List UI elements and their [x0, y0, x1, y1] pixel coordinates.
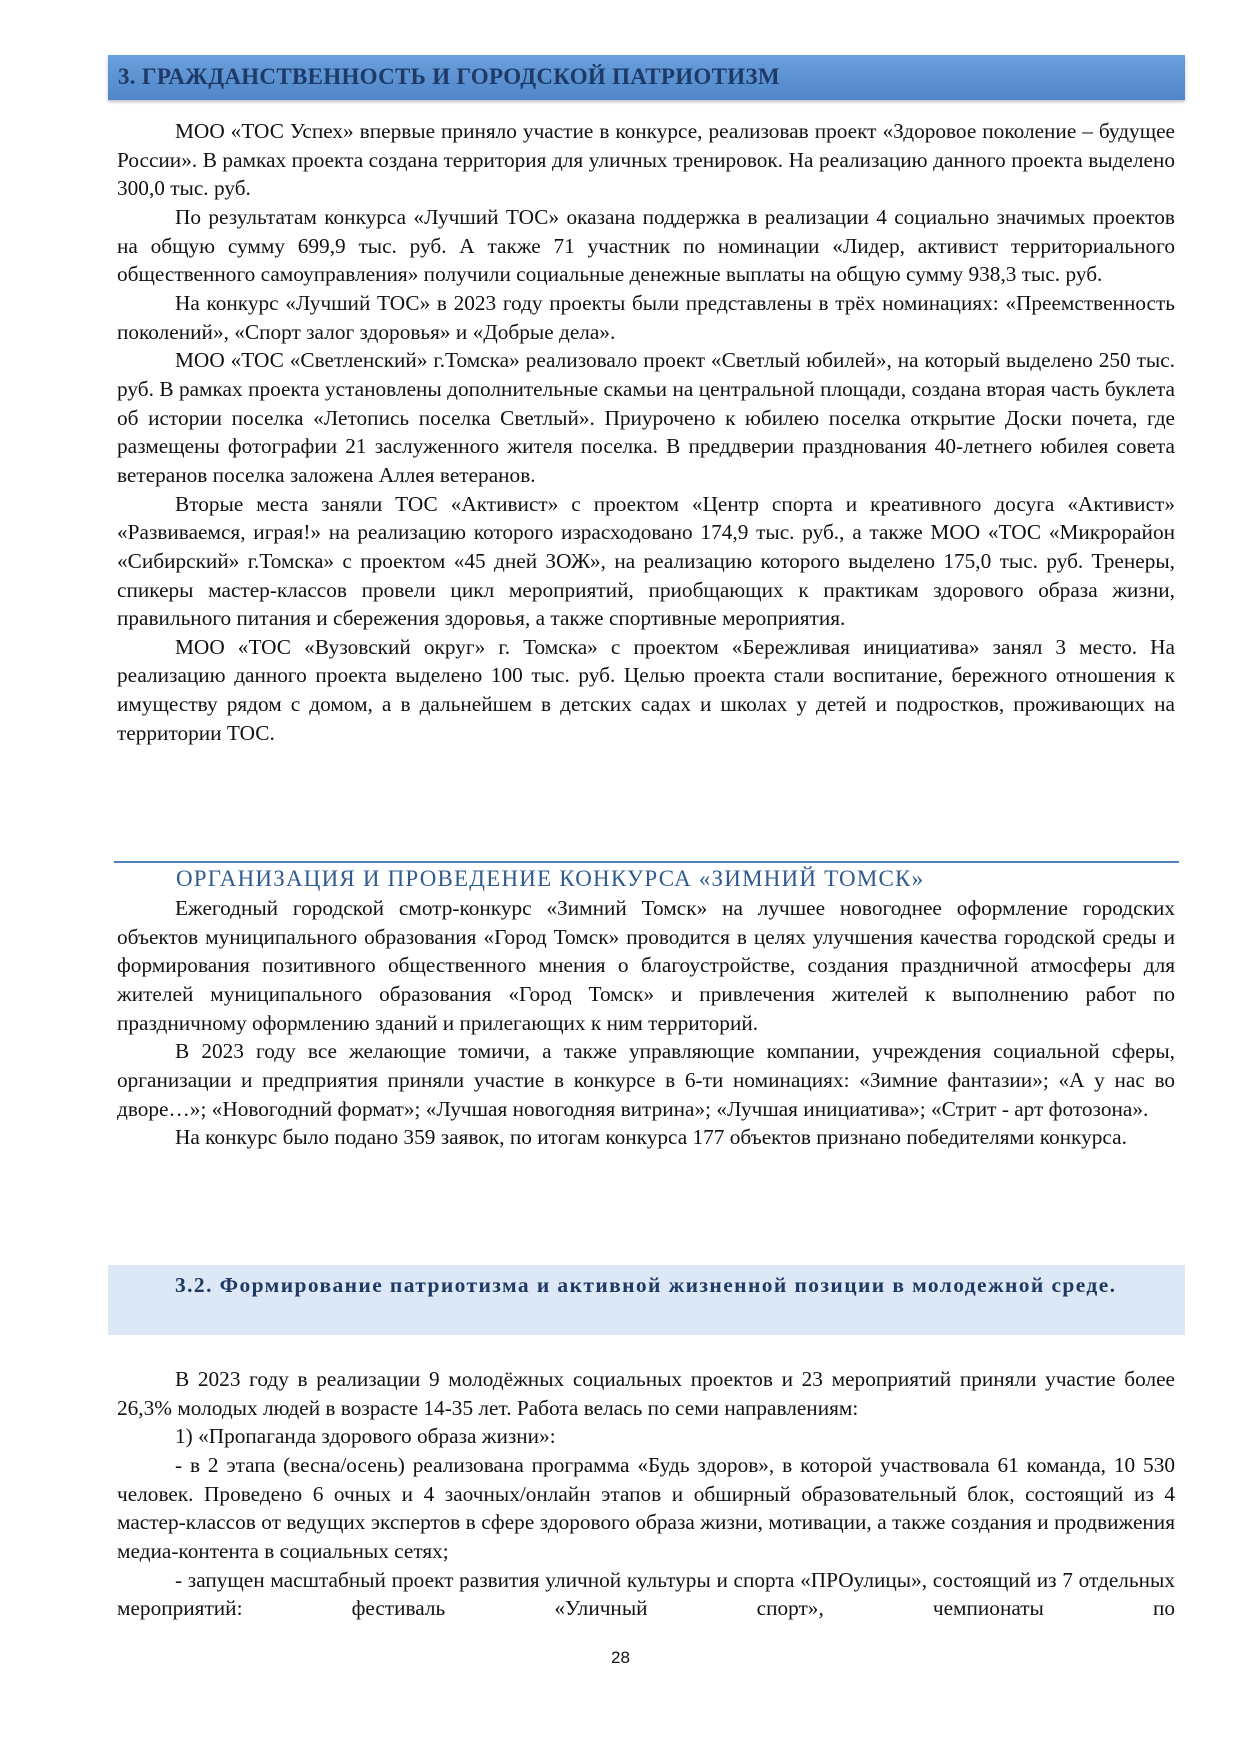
intro-text: [117, 117, 1175, 747]
paragraph: 1) «Пропаганда здорового образа жизни»:: [175, 1424, 556, 1449]
winter-text: [117, 894, 1175, 1152]
paragraph: По результатам конкурса «Лучший ТОС» оказана поддержка в реализации 4 социально значимых проектов на общую сумму 699,9 тыс. руб. А также 71 участник по номинации «Лидер, активист территориального общественного самоуправления» получили социальные денежные выплаты на общую сумму 938,3 тыс. руб.: [117, 204, 1175, 287]
paragraph: - запущен масштабный проект развития уличной культуры и спорта «ПРОулицы», состоящий из 7 отдельных мероприятий: фестиваль «Уличный спорт», чемпионаты по: [117, 1567, 1175, 1621]
paragraph: Ежегодный городской смотр-конкурс «Зимний Томск» на лучшее новогоднее оформление городских объектов муниципального образования «Город Томск» проводится в целях улучшения качества городской среды и формирования позитивного общественного мнения о благоустройстве, создания праздничной атмосферы для жителей муниципального образования «Город Томск» и привлечения жителей к выполнению работ по праздничному оформлению зданий и прилегающих к ним территорий.: [117, 896, 1175, 1035]
page-number: 28: [611, 1648, 630, 1667]
youth-text: [117, 1365, 1175, 1623]
divider: [114, 861, 1179, 863]
winter-heading: ОРГАНИЗАЦИЯ И ПРОВЕДЕНИЕ КОНКУРСА «ЗИМНИЙ ТОМСК»: [176, 866, 925, 891]
subsection-header-band: [108, 1265, 1185, 1335]
paragraph: Вторые места заняли ТОС «Активист» с проектом «Центр спорта и креативного досуга «Активист» «Развиваемся, играя!» на реализацию которого израсходовано 174,9 тыс. руб., а также МОО «ТОС «Микрорайон «Сибирский» г.Томска» с проектом «45 дней ЗОЖ», на реализацию которого выделено 175,0 тыс. руб. Тренеры, спикеры мастер-классов провели цикл мероприятий, приобщающих к практикам здорового образа жизни, правильного питания и сбережения здоровья, а также спортивные мероприятия.: [117, 491, 1175, 631]
paragraph: МОО «ТОС «Вузовский округ» г. Томска» с проектом «Бережливая инициатива» занял 3 место. На реализацию данного проекта выделено 100 тыс. руб. Целью проекта стали воспитание, бережного отношения к имуществу рядом с домом, а в дальнейшем в детских садах и школах у детей и подростков, проживающих на территории ТОС.: [117, 634, 1175, 745]
section-title: 3. ГРАЖДАНСТВЕННОСТЬ И ГОРОДСКОЙ ПАТРИОТИЗМ: [118, 64, 780, 89]
section-header-band: [108, 55, 1185, 100]
paragraph: В 2023 году все желающие томичи, а также управляющие компании, учреждения социальной сферы, организации и предприятия приняли участие в конкурсе в 6-ти номинациях: «Зимние фантазии»; «А у нас во дворе…»; «Новогодний формат»; «Лучшая новогодняя витрина»; «Лучшая инициатива»; «Стрит - арт фотозона».: [117, 1039, 1175, 1121]
paragraph: На конкурс «Лучший ТОС» в 2023 году проекты были представлены в трёх номинациях: «Преемственность поколений», «Спорт залог здоровья» и «Добрые дела».: [117, 290, 1175, 344]
subsection-title: 3.2. Формирование патриотизма и активной жизненной позиции в молодежной среде.: [175, 1273, 1117, 1297]
paragraph: - в 2 этапа (весна/осень) реализована программа «Будь здоров», в которой участвовала 61 команда, 10 530 человек. Проведено 6 очных и 4 заочных/онлайн этапов и обширный образовательный блок, состоящий из 4 мастер-классов от ведущих экспертов в сфере здорового образа жизни, мотивации, а также создания и продвижения медиа-контента в социальных сетях;: [117, 1452, 1175, 1563]
paragraph: На конкурс было подано 359 заявок, по итогам конкурса 177 объектов признано победителями конкурса.: [175, 1125, 1127, 1150]
paragraph: В 2023 году в реализации 9 молодёжных социальных проектов и 23 мероприятий приняли участие более 26,3% молодых людей в возрасте 14-35 лет. Работа велась по семи направлениям:: [117, 1367, 1175, 1420]
paragraph: МОО «ТОС Успех» впервые приняло участие в конкурсе, реализовав проект «Здоровое поколение – будущее России». В рамках проекта создана территория для уличных тренировок. На реализацию данного проекта выделено 300,0 тыс. руб.: [117, 119, 1175, 201]
paragraph: МОО «ТОС «Светленский» г.Томска» реализовало проект «Светлый юбилей», на который выделено 250 тыс. руб. В рамках проекта установлены дополнительные скамьи на центральной площади, создана вторая часть буклета об истории поселка «Летопись поселка Светлый». Приурочено к юбилею поселка открытие Доски почета, где размещены фотографии 21 заслуженного жителя поселка. В преддверии празднования 40-летнего юбилея совета ветеранов поселка заложена Аллея ветеранов.: [117, 348, 1175, 487]
